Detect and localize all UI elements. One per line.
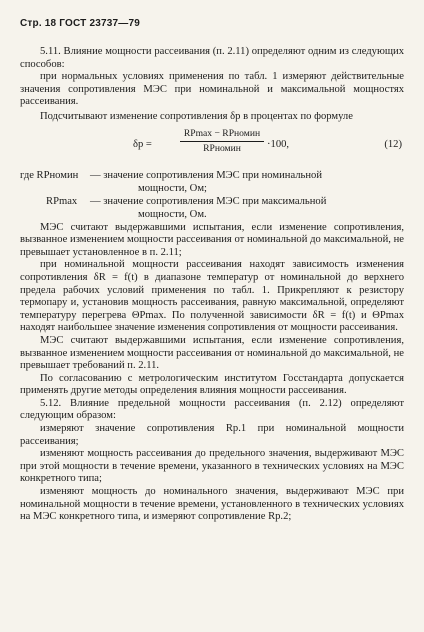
paragraph-agreement: По согласованию с метрологическим институтом Госстандарта допускается применять другие методы определения влияния мощности рассеивания. — [20, 372, 404, 397]
paragraph-criteria-2: МЭС считают выдержавшими испытания, если изменение сопротивления, вызванное изменением мощности рассеивания от номинальной до максимальной, не превышает требований п. 2.11. — [20, 334, 404, 372]
paragraph-change-power: изменяют мощность рассеивания до предельного значения, выдерживают МЭС при этой мощности в течение времени, указанного в технических условиях на МЭС конкретного типа; — [20, 448, 404, 485]
formula-lhs: δp = — [133, 138, 152, 150]
paragraph-measure-r1: измеряют значение сопротивления Rр.1 при номинальной мощности рассеивания; — [20, 423, 404, 447]
document-body — [20, 46, 404, 524]
paragraph-change-nominal: изменяют мощность до номинального значения, выдерживают МЭС при номинальной мощности в течение времени, установленного в технических условиях на МЭС конкретного типа, и измеряют сопротивление Rр.2; — [20, 486, 404, 523]
formula-number: (12) — [384, 138, 402, 150]
page-header: Стр. 18 ГОСТ 23737—79 — [20, 18, 140, 29]
paragraph-5-12: 5.12. Влияние предельной мощности рассеивания (п. 2.12) определяют следующим образом: — [20, 397, 404, 422]
definition-text: — значение сопротивления МЭС при номинальной — [90, 169, 322, 181]
paragraph-5-11: 5.11. Влияние мощности рассеивания (п. 2.11) определяют одним из следующих способов: — [20, 46, 404, 70]
formula-12 — [20, 126, 404, 166]
formula-denominator: RPномин — [203, 143, 241, 155]
definition-text-continued: мощности, Ом; — [138, 182, 207, 194]
paragraph-calc: Подсчитывают изменение сопротивления δp в процентах по формуле — [40, 110, 353, 122]
definition-r-max — [20, 196, 404, 222]
paragraph-criteria: МЭС считают выдержавшими испытания, если изменение сопротивления, вызванное изменением мощности рассеивания от номинальной до максимальной, не превышает установленное в п. 2.11; — [20, 221, 404, 258]
formula-numerator: RPmax − RPномин — [180, 128, 264, 143]
formula-multiplier: ·100, — [267, 138, 290, 150]
paragraph-measure: при нормальных условиях применения по табл. 1 измеряют действительные значения сопротивления МЭС при номинальной и максимальной мощностях рассеивания. — [20, 71, 404, 108]
definition-text: — значение сопротивления МЭС при максимальной — [90, 195, 327, 207]
formula-fraction — [180, 128, 264, 156]
definition-symbol: RPmax — [46, 195, 78, 207]
definition-text-continued: мощности, Ом. — [138, 208, 207, 220]
definition-symbol: где RPномин — [20, 169, 79, 181]
definition-r-nominal — [20, 170, 404, 196]
paragraph-dependence: при номинальной мощности рассеивания находят зависимость изменения сопротивления δR = f(t) в диапазоне температур от номинальной до верхнего предела рабочих условий применения по табл. 1. Прикрепляют к резистору термопару и, установив мощность рассеивания, равную максимальной, определяют температуру перегрева ΘPmax. По полученной зависимости δR = f(t) и ΘPmax находят наибольшее значение изменения сопротивления от мощности рассеивания. — [20, 259, 404, 334]
